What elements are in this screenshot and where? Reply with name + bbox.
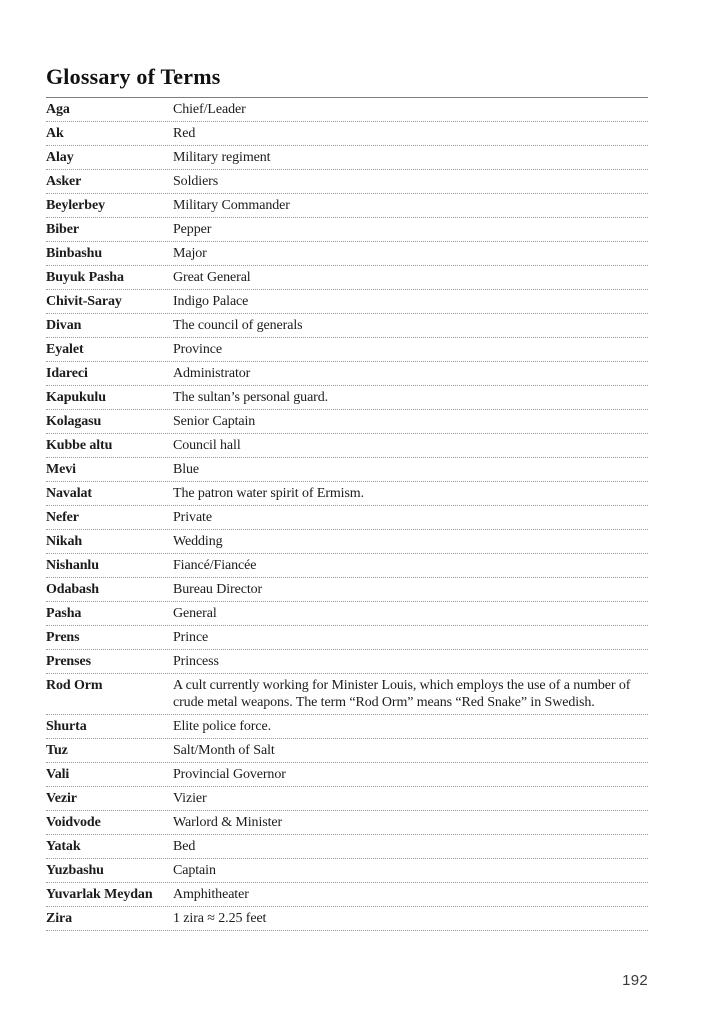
glossary-term: Vezir — [46, 791, 77, 806]
glossary-definition: Red — [173, 126, 196, 141]
glossary-row — [46, 314, 648, 338]
glossary-definition: Military regiment — [173, 150, 271, 165]
glossary-definition: Chief/Leader — [173, 102, 246, 117]
glossary-definition: Province — [173, 342, 222, 357]
glossary-row — [46, 338, 648, 362]
glossary-page — [46, 64, 648, 931]
page-number: 192 — [622, 972, 648, 989]
glossary-row — [46, 98, 648, 122]
glossary-row — [46, 266, 648, 290]
glossary-row — [46, 482, 648, 506]
glossary-row — [46, 242, 648, 266]
glossary-row — [46, 602, 648, 626]
glossary-term: Prenses — [46, 654, 91, 669]
glossary-definition: Provincial Governor — [173, 767, 286, 782]
glossary-row — [46, 883, 648, 907]
glossary-term: Alay — [46, 150, 74, 165]
glossary-definition: Council hall — [173, 438, 241, 453]
glossary-definition: Great General — [173, 270, 251, 285]
glossary-row — [46, 907, 648, 931]
glossary-row — [46, 715, 648, 739]
glossary-row — [46, 530, 648, 554]
glossary-term: Yatak — [46, 839, 81, 854]
glossary-definition: Princess — [173, 654, 219, 669]
glossary-row — [46, 458, 648, 482]
glossary-definition: Vizier — [173, 791, 207, 806]
glossary-term: Kapukulu — [46, 390, 106, 405]
glossary-definition: Elite police force. — [173, 719, 271, 734]
glossary-term: Pasha — [46, 606, 82, 621]
glossary-term: Nikah — [46, 534, 83, 549]
glossary-definition: Amphitheater — [173, 887, 249, 902]
glossary-row — [46, 410, 648, 434]
glossary-term: Nishanlu — [46, 558, 99, 573]
glossary-definition: Wedding — [173, 534, 223, 549]
glossary-definition: Bureau Director — [173, 582, 263, 597]
glossary-row — [46, 170, 648, 194]
glossary-row — [46, 386, 648, 410]
page-title: Glossary of Terms — [46, 64, 648, 98]
glossary-term: Shurta — [46, 719, 87, 734]
glossary-definition: The council of generals — [173, 318, 303, 333]
glossary-definition: Military Commander — [173, 198, 290, 213]
glossary-definition: Soldiers — [173, 174, 219, 189]
glossary-row — [46, 835, 648, 859]
glossary-definition: Warlord & Minister — [173, 815, 283, 830]
glossary-table — [46, 98, 648, 931]
glossary-definition: General — [173, 606, 217, 621]
glossary-definition: Blue — [173, 462, 200, 477]
glossary-definition: Senior Captain — [173, 414, 256, 429]
glossary-term: Eyalet — [46, 342, 84, 357]
glossary-definition: Prince — [173, 630, 209, 645]
glossary-term: Binbashu — [46, 246, 103, 261]
glossary-term: Beylerbey — [46, 198, 105, 213]
glossary-row — [46, 578, 648, 602]
glossary-definition: The patron water spirit of Ermism. — [173, 486, 364, 501]
glossary-term: Kubbe altu — [46, 438, 113, 453]
glossary-term: Ak — [46, 126, 64, 141]
glossary-term: Vali — [46, 767, 70, 782]
glossary-row — [46, 122, 648, 146]
glossary-definition: Administrator — [173, 366, 251, 381]
glossary-term: Yuzbashu — [46, 863, 104, 878]
glossary-term: Rod Orm — [46, 678, 103, 693]
glossary-term: Navalat — [46, 486, 92, 501]
glossary-definition: Major — [173, 246, 207, 261]
glossary-row — [46, 146, 648, 170]
glossary-term: Asker — [46, 174, 82, 189]
glossary-row — [46, 739, 648, 763]
glossary-row — [46, 554, 648, 578]
glossary-term: Buyuk Pasha — [46, 270, 124, 285]
glossary-definition: Captain — [173, 863, 216, 878]
glossary-definition: Salt/Month of Salt — [173, 743, 275, 758]
glossary-term: Odabash — [46, 582, 99, 597]
glossary-term: Divan — [46, 318, 82, 333]
glossary-definition: 1 zira ≈ 2.25 feet — [173, 911, 267, 926]
glossary-term: Prens — [46, 630, 80, 645]
glossary-term: Tuz — [46, 743, 68, 758]
glossary-row — [46, 859, 648, 883]
glossary-row — [46, 434, 648, 458]
glossary-row — [46, 787, 648, 811]
glossary-definition: The sultan’s personal guard. — [173, 390, 329, 405]
glossary-definition: Pepper — [173, 222, 212, 237]
glossary-term: Nefer — [46, 510, 79, 525]
glossary-term: Chivit-Saray — [46, 294, 122, 309]
glossary-term: Aga — [46, 102, 70, 117]
glossary-term: Yuvarlak Meydan — [46, 887, 153, 902]
glossary-definition: Fiancé/Fiancée — [173, 558, 257, 573]
glossary-definition: Bed — [173, 839, 196, 854]
glossary-row — [46, 650, 648, 674]
glossary-term: Idareci — [46, 366, 88, 381]
glossary-row — [46, 811, 648, 835]
glossary-term: Kolagasu — [46, 414, 102, 429]
glossary-row — [46, 194, 648, 218]
glossary-row — [46, 626, 648, 650]
glossary-row — [46, 674, 648, 715]
glossary-term: Mevi — [46, 462, 76, 477]
glossary-definition: A cult currently working for Minister Louis, which employs the use of a number of crude metal weapons. The term “Rod Orm” means “Red Snake” in Swedish. — [173, 678, 631, 710]
glossary-row — [46, 763, 648, 787]
glossary-definition: Indigo Palace — [173, 294, 249, 309]
glossary-row — [46, 290, 648, 314]
glossary-row — [46, 506, 648, 530]
glossary-row — [46, 362, 648, 386]
glossary-term: Biber — [46, 222, 79, 237]
glossary-term: Voidvode — [46, 815, 101, 830]
glossary-row — [46, 218, 648, 242]
glossary-term: Zira — [46, 911, 73, 926]
glossary-definition: Private — [173, 510, 212, 525]
